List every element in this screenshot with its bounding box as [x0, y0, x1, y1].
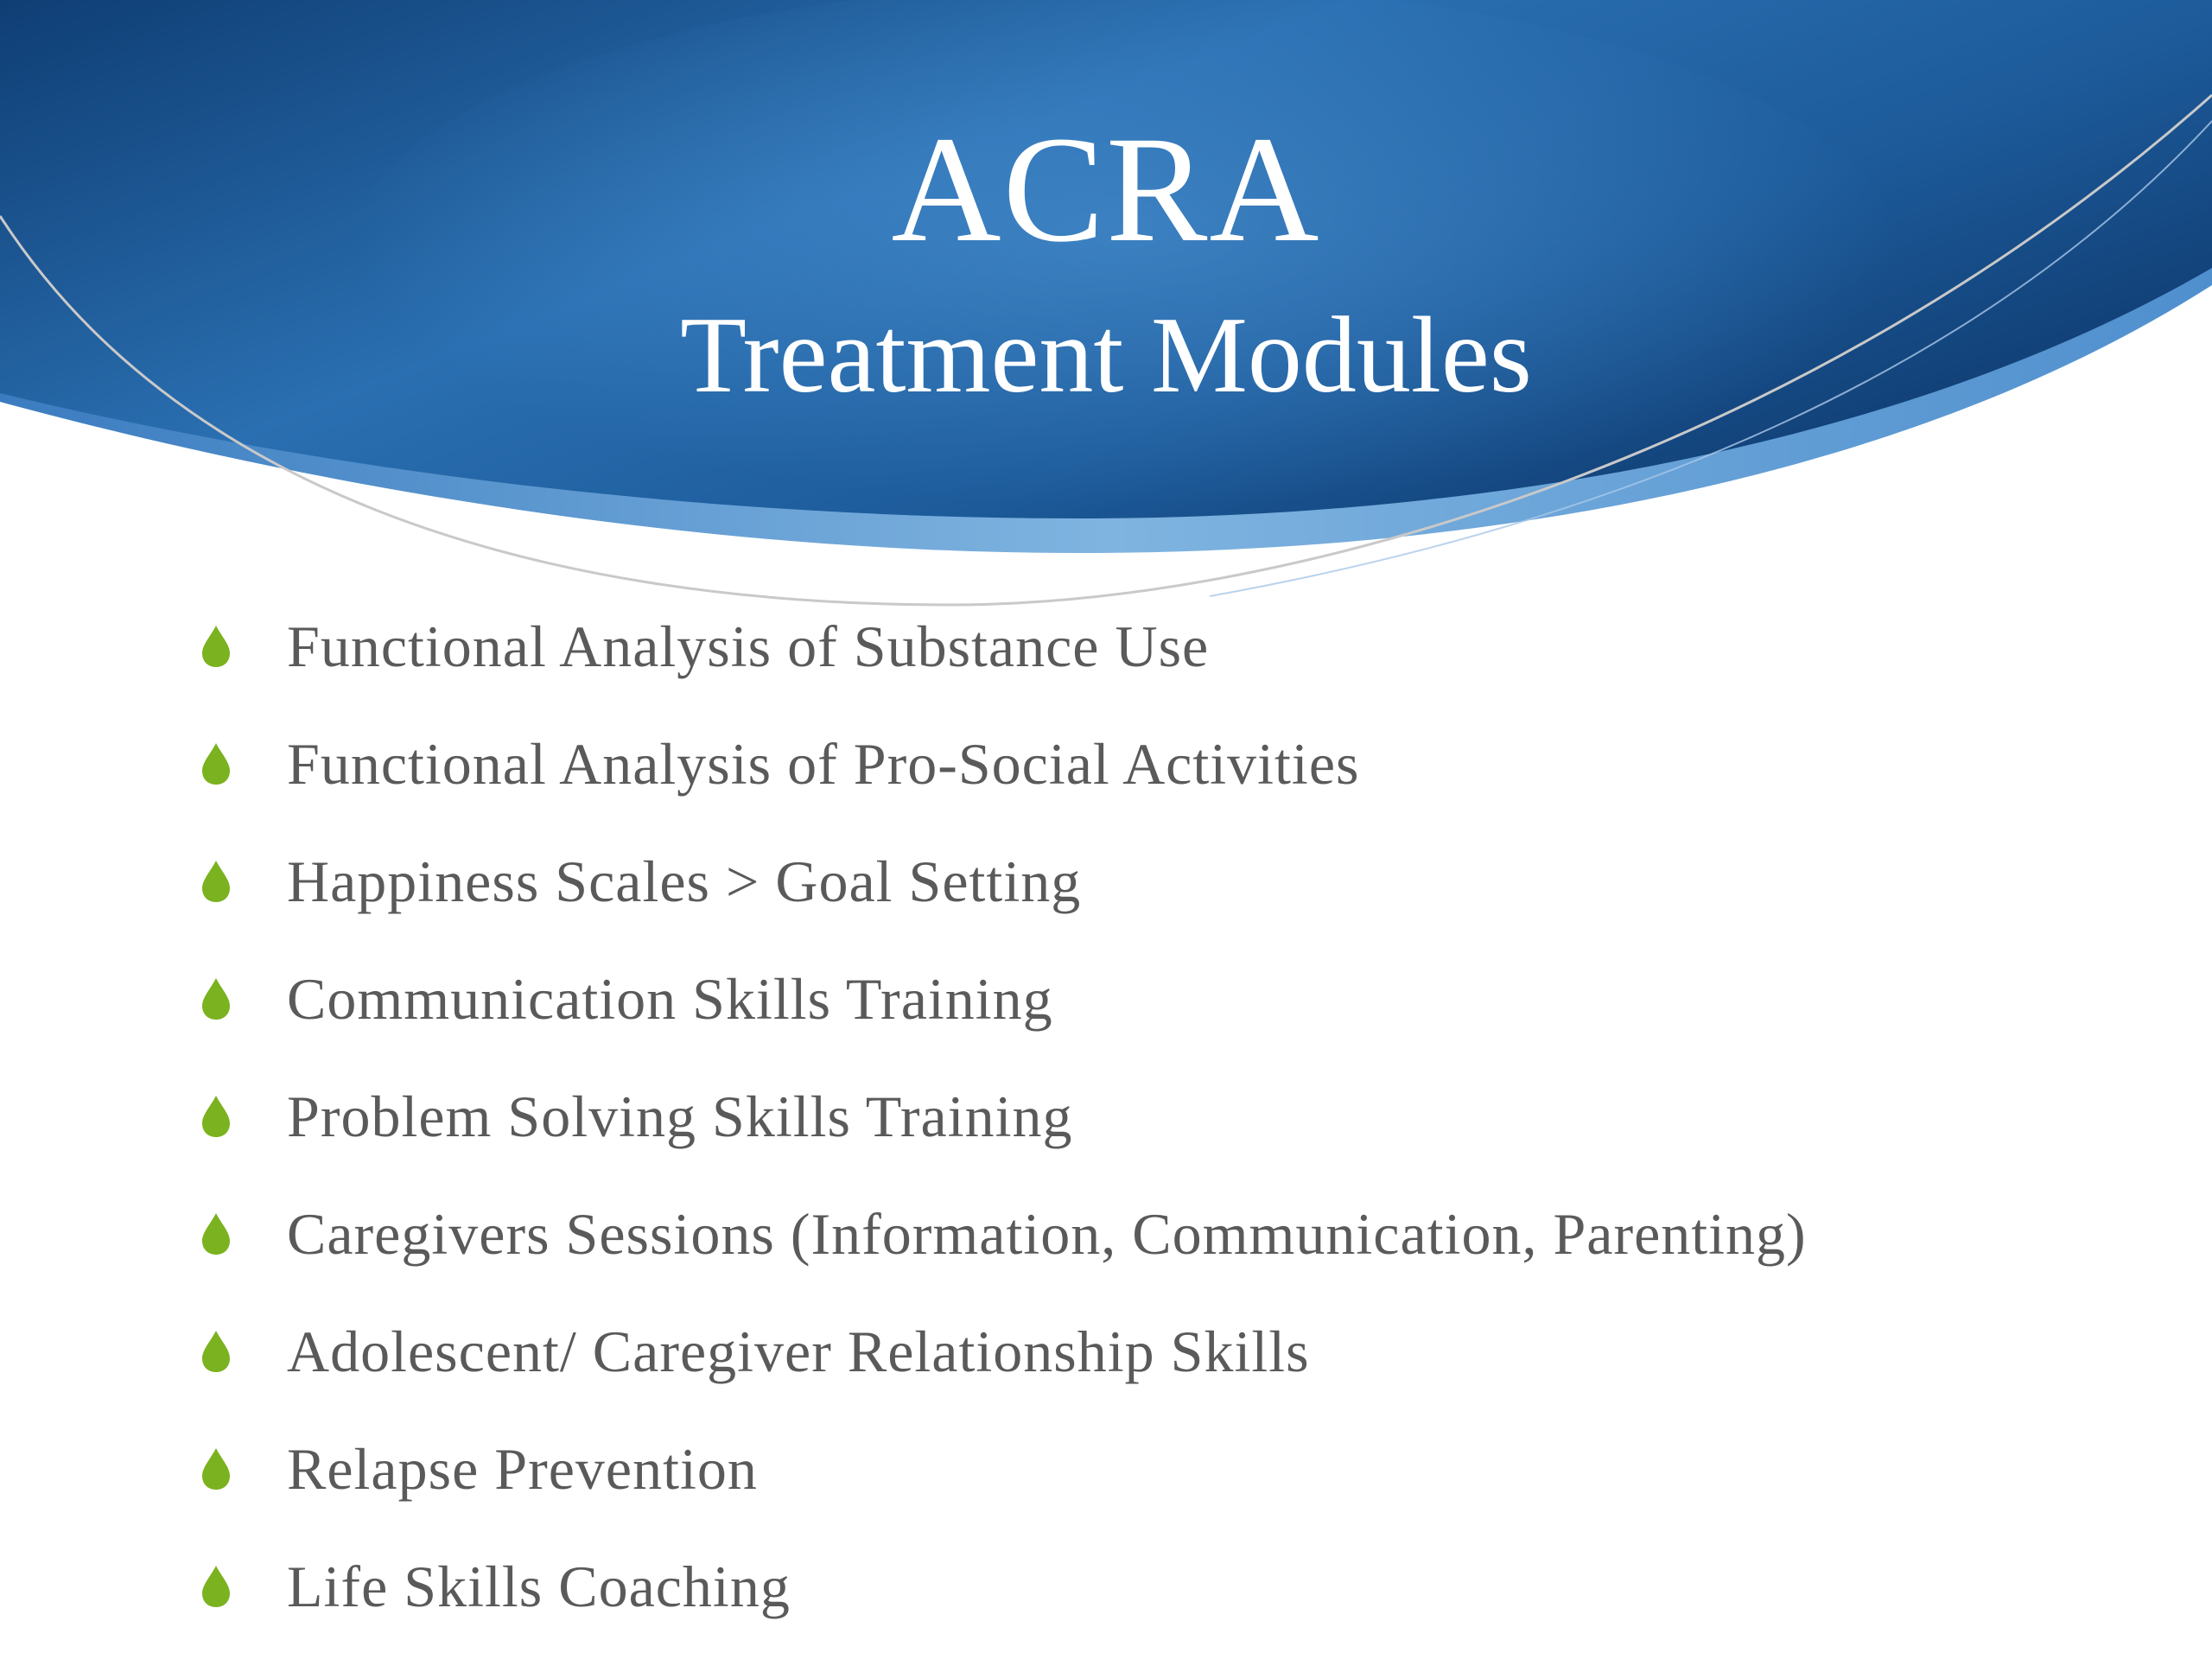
list-item	[199, 823, 2100, 940]
list-item-text: Relapse Prevention	[287, 1435, 758, 1502]
list-item	[199, 1528, 2100, 1645]
list-item-text: Happiness Scales > Goal Setting	[287, 848, 1082, 914]
list-item-text: Life Skills Coaching	[287, 1553, 791, 1619]
list-item	[199, 1410, 2100, 1528]
list-item	[199, 588, 2100, 705]
list-item	[199, 705, 2100, 823]
green-drop-icon	[199, 1211, 233, 1256]
slide-subtitle: Treatment Modules	[680, 296, 1532, 416]
slide-title: ACRA	[891, 105, 1321, 274]
green-drop-icon	[199, 976, 233, 1021]
list-item	[199, 1175, 2100, 1293]
green-drop-icon	[199, 624, 233, 669]
list-item	[199, 940, 2100, 1058]
module-list	[199, 588, 2100, 1645]
list-item-text: Caregivers Sessions (Information, Communication, Parenting)	[287, 1200, 1807, 1267]
green-drop-icon	[199, 741, 233, 786]
list-item	[199, 1058, 2100, 1175]
list-item-text: Functional Analysis of Substance Use	[287, 613, 1210, 679]
green-drop-icon	[199, 1329, 233, 1374]
list-item-text: Functional Analysis of Pro-Social Activities	[287, 730, 1360, 797]
list-item	[199, 1293, 2100, 1410]
list-item-text: Adolescent/ Caregiver Relationship Skills	[287, 1318, 1310, 1384]
title-block	[0, 104, 2212, 425]
green-drop-icon	[199, 1564, 233, 1609]
list-item-text: Communication Skills Training	[287, 965, 1053, 1032]
green-drop-icon	[199, 859, 233, 904]
green-drop-icon	[199, 1446, 233, 1491]
list-item-text: Problem Solving Skills Training	[287, 1083, 1073, 1149]
green-drop-icon	[199, 1094, 233, 1139]
